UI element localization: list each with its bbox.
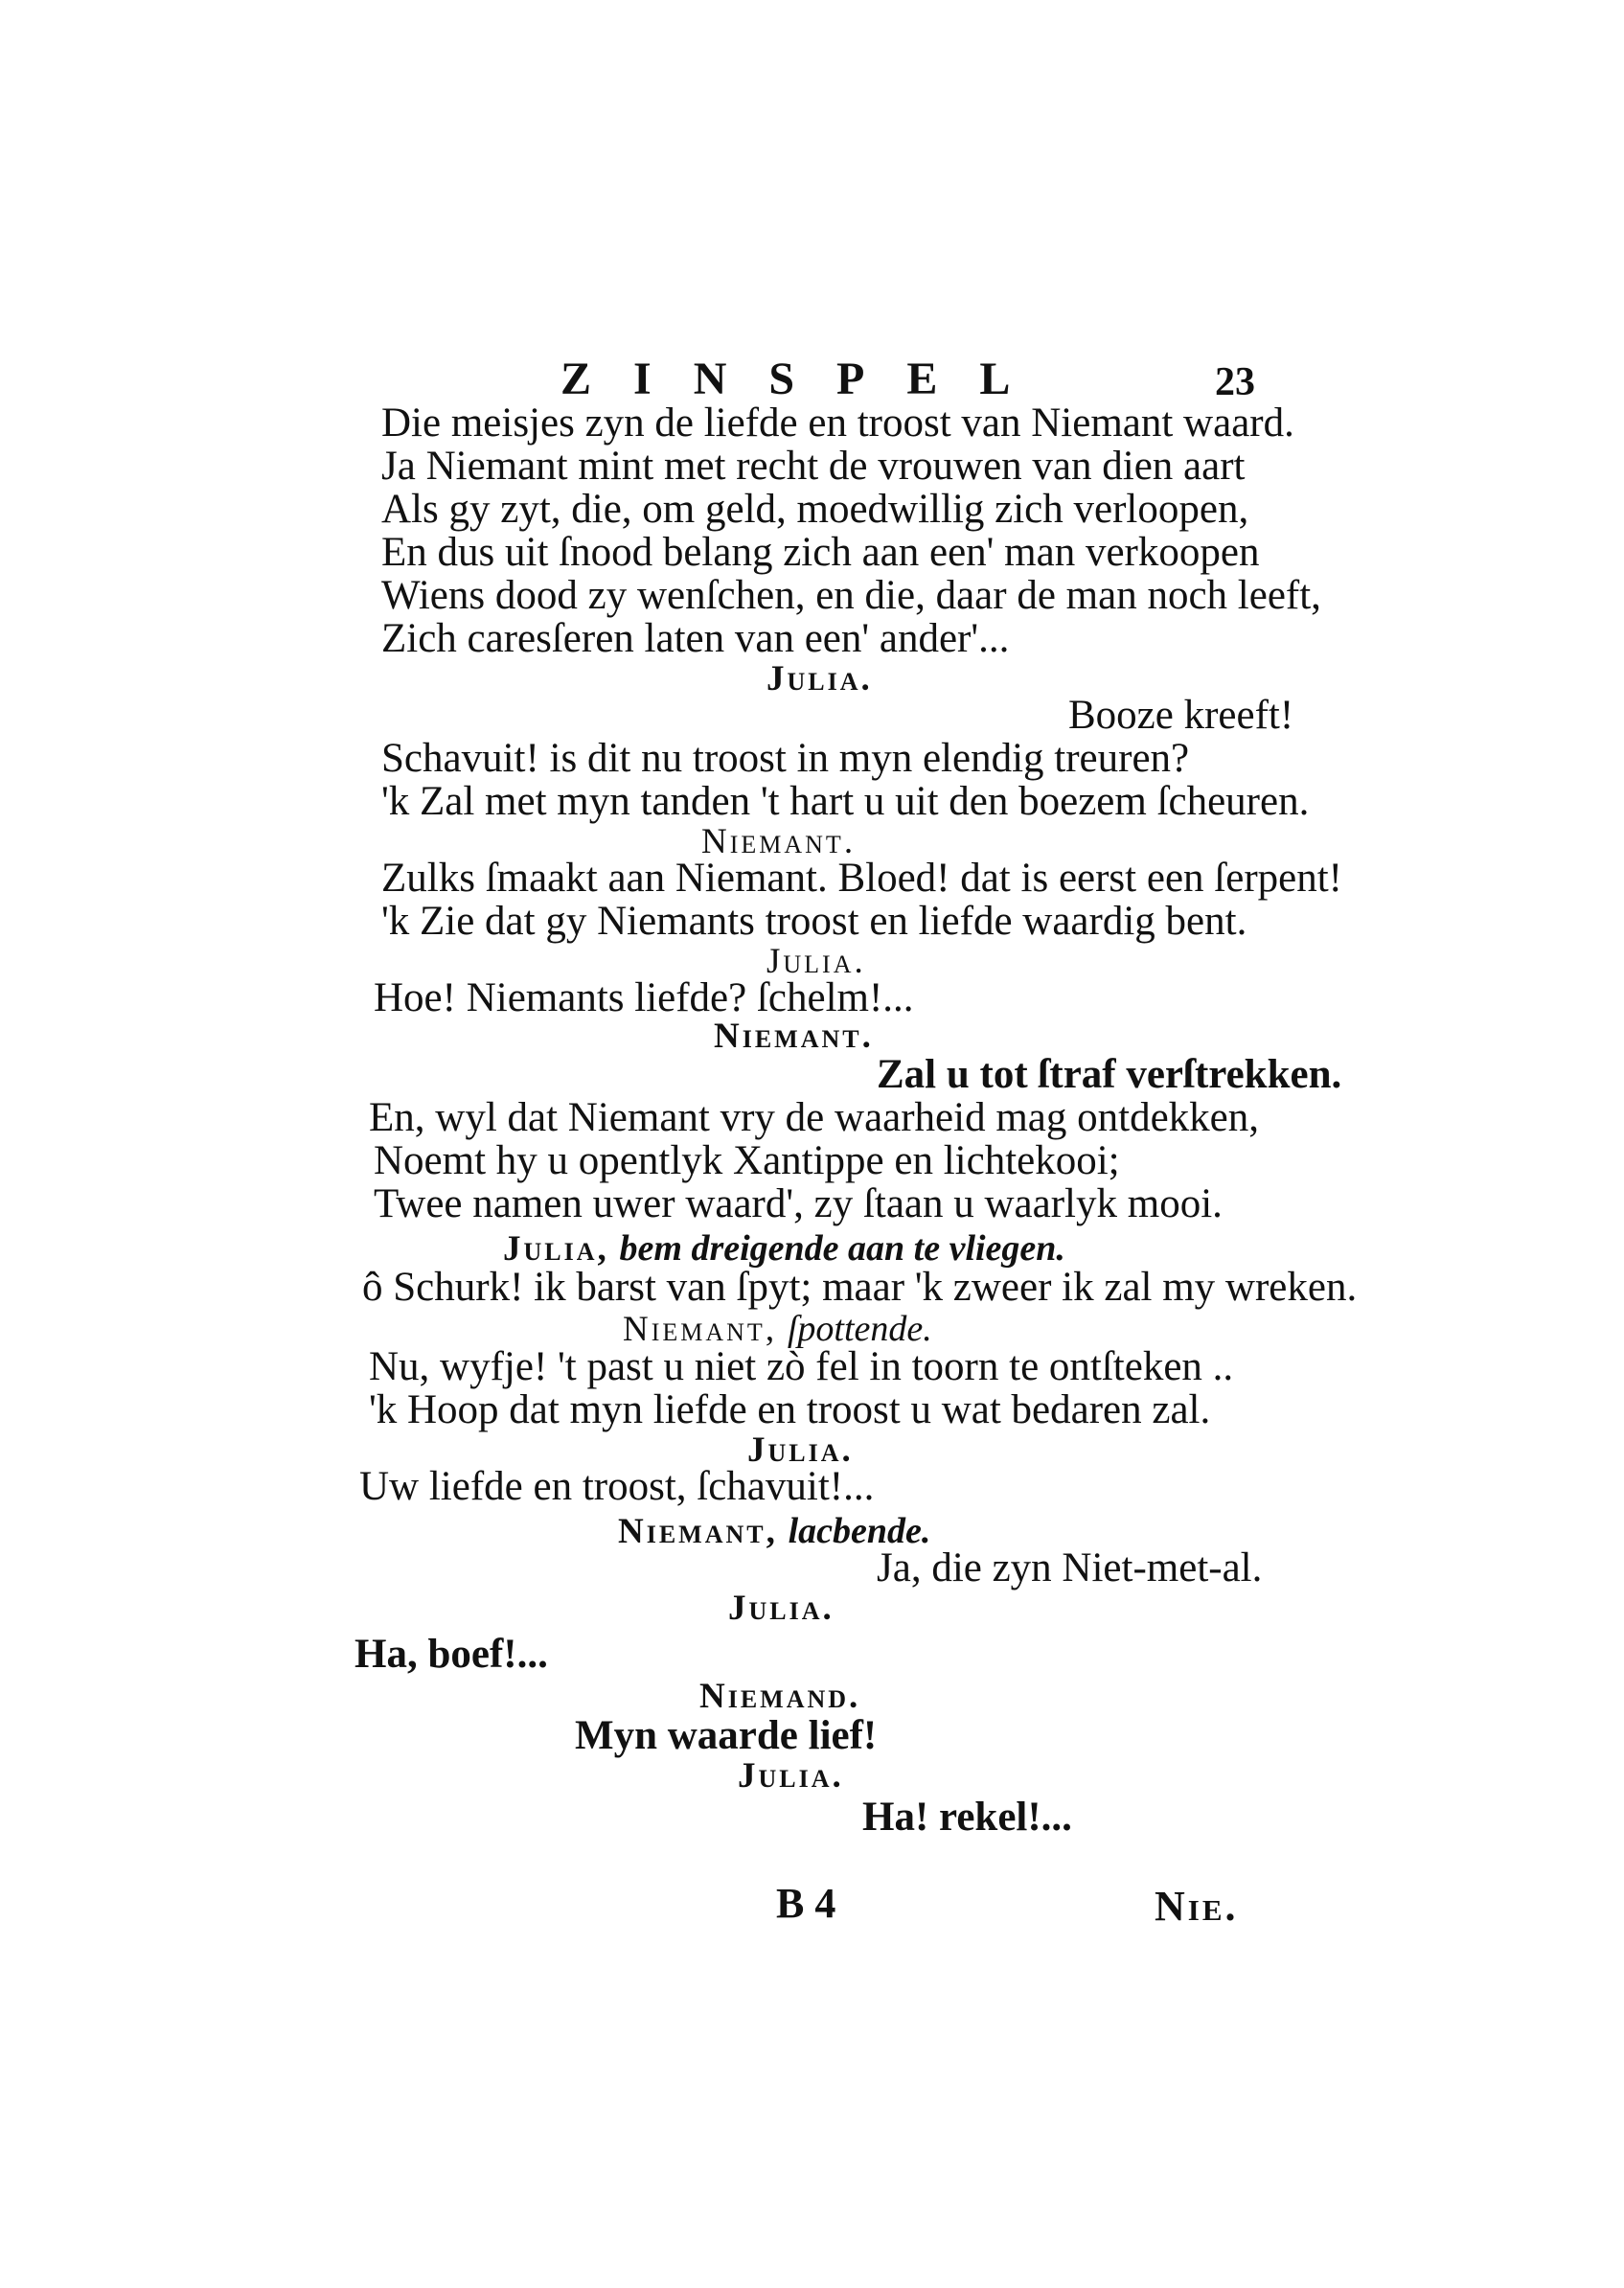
catchword: Nie. [1155, 1883, 1239, 1930]
speaker-name: Niemant, [618, 1512, 778, 1551]
verse-line: 'k Hoop dat myn liefde en troost u wat bedaren zal. [369, 1387, 1211, 1432]
stage-direction: bem dreigende aan te vliegen. [619, 1228, 1065, 1269]
verse-line: Booze kreeft! [1068, 693, 1294, 738]
speaker-heading [623, 1307, 932, 1348]
speaker-heading: Julia. [747, 1430, 854, 1470]
speaker-heading: Niemant. [714, 1017, 874, 1056]
verse-line: 'k Zie dat gy Niemants troost en liefde waardig bent. [381, 899, 1247, 944]
verse-line: Als gy zyt, die, om geld, moedwillig zich verloopen, [381, 487, 1249, 532]
verse-line: Die meisjes zyn de liefde en troost van Niemant waard. [381, 400, 1294, 446]
verse-line: Wiens dood zy wenſchen, en die, daar de man noch leeft, [381, 573, 1321, 618]
speaker-name: Julia, [503, 1229, 609, 1269]
speaker-heading: Julia. [766, 659, 873, 698]
page-number: 23 [1215, 360, 1255, 404]
stage-direction: ſpottende. [787, 1309, 932, 1349]
running-title: ZINSPEL [560, 354, 1053, 404]
speaker-heading: Julia. [738, 1756, 844, 1796]
verse-line: Zich caresſeren laten van een' ander'... [381, 616, 1010, 661]
verse-line: Zulks ſmaakt aan Niemant. Bloed! dat is eerst een ſerpent! [381, 856, 1342, 901]
verse-line: En, wyl dat Niemant vry de waarheid mag ontdekken, [369, 1095, 1259, 1140]
speaker-heading [503, 1226, 1065, 1268]
speaker-heading [618, 1509, 930, 1550]
verse-line: Twee namen uwer waard', zy ſtaan u waarlyk mooi. [374, 1181, 1223, 1226]
verse-line: Ja Niemant mint met recht de vrouwen van dien aart [381, 444, 1246, 489]
stage-direction: lacbende. [788, 1511, 931, 1551]
speaker-heading: Niemant. [701, 822, 857, 861]
verse-line: Ja, die zyn Niet-met-al. [877, 1545, 1263, 1590]
verse-line: Myn waarde lief! [575, 1713, 878, 1758]
verse-line: 'k Zal met myn tanden 't hart u uit den boezem ſcheuren. [381, 779, 1310, 824]
verse-line: Nu, wyfje! 't past u niet zò fel in toorn te ontſteken .. [369, 1344, 1234, 1389]
verse-line: Schavuit! is dit nu troost in myn elendig treuren? [381, 736, 1190, 781]
verse-line: Ha! rekel!... [862, 1795, 1072, 1840]
speaker-name: Niemant, [623, 1310, 778, 1349]
verse-line: ô Schurk! ik barst van ſpyt; maar 'k zweer ik zal my wreken. [362, 1265, 1358, 1310]
speaker-heading: Niemand. [699, 1677, 861, 1716]
verse-line: Zal u tot ſtraf verſtrekken. [877, 1052, 1342, 1097]
verse-line: Ha, boef!... [355, 1632, 548, 1677]
verse-line: En dus uit ſnood belang zich aan een' man verkoopen [381, 530, 1260, 575]
verse-line: Uw liefde en troost, ſchavuit!... [359, 1464, 875, 1509]
speaker-heading: Julia. [766, 942, 866, 981]
speaker-heading: Julia. [728, 1589, 835, 1628]
signature-mark: B 4 [776, 1880, 836, 1927]
verse-line: Noemt hy u opentlyk Xantippe en lichtekooi; [374, 1138, 1120, 1183]
verse-line: Hoe! Niemants liefde? ſchelm!... [374, 975, 914, 1020]
